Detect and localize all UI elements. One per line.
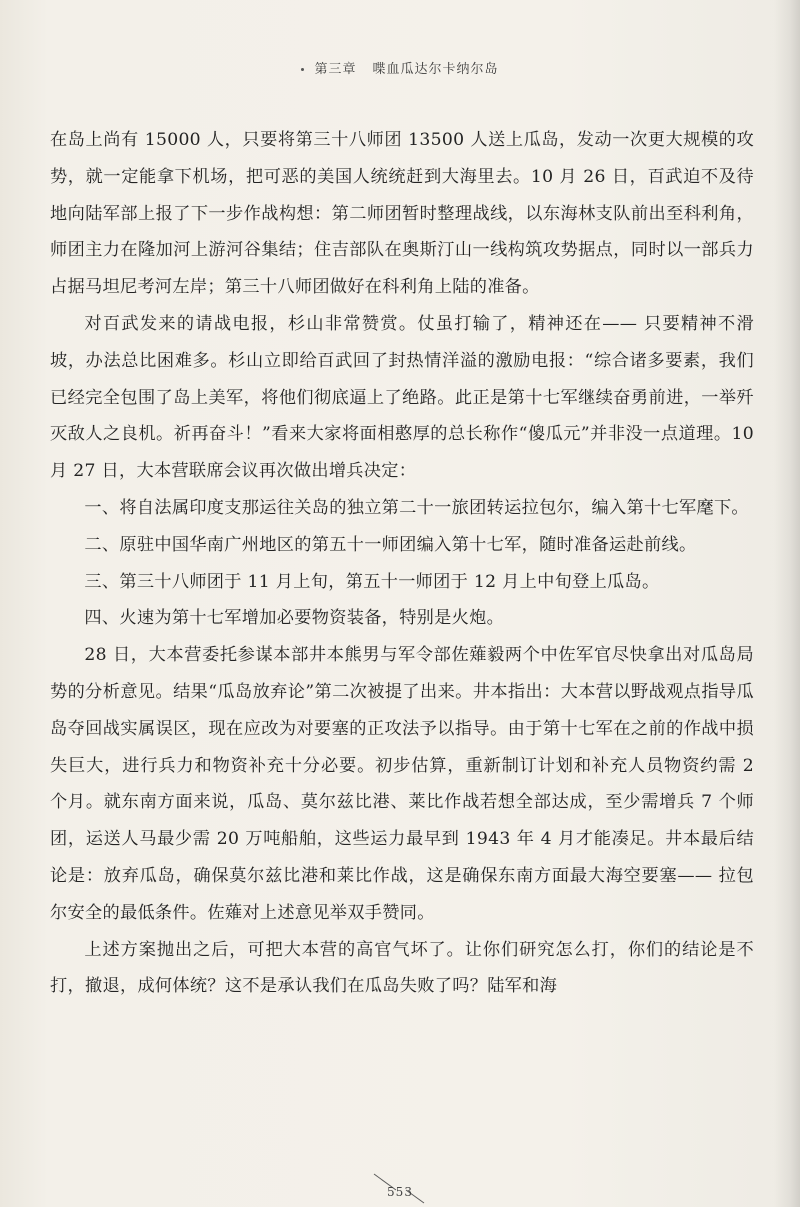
list-item: 一、将自法属印度支那运往关岛的独立第二十一旅团转运拉包尔，编入第十七军麾下。 [84, 497, 749, 518]
list-item: 四、火速为第十七军增加必要物资装备，特别是火炮。 [84, 608, 505, 629]
header-dot-ornament [301, 68, 304, 71]
list-item: 三、第三十八师团于 11 月上旬，第五十一师团于 12 月上中旬登上瓜岛。 [84, 571, 660, 592]
body-text [50, 122, 754, 1005]
chapter-title: 喋血瓜达尔卡纳尔岛 [372, 62, 499, 77]
page-number: 553 [387, 1185, 413, 1199]
paragraph: 28 日，大本营委托参谋本部井本熊男与军令部佐薙毅两个中佐军官尽快拿出对瓜岛局势的分析意见。结果“瓜岛放弃论”第二次被提了出来。井本指出：大本营以野战观点指导瓜岛夺回战实属误区，现在应改为对要塞的正攻法予以指导。由于第十七军在之前的作战中损失巨大，进行兵力和物资补充十分必要。初步估算，重新制订计划和补充人员物资约需 2 个月。就东南方面来说，瓜岛、莫尔兹比港、莱比作战若想全部达成，至少需增兵 7 个师团，运送人马最少需 20 万吨船舶，这些运力最早到 1943 年 4 月才能凑足。井本最后结论是：放弃瓜岛，确保莫尔兹比港和莱比作战，这是确保东南方面最大海空要塞—— 拉包尔安全的最低条件。佐薙对上述意见举双手赞同。 [50, 645, 754, 923]
paragraph: 在岛上尚有 15000 人，只要将第三十八师团 13500 人送上瓜岛，发动一次更大规模的攻势，就一定能拿下机场，把可恶的美国人统统赶到大海里去。10 月 26 日，百武迫不及待地向陆军部上报了下一步作战构想：第二师团暂时整理战线，以东海林支队前出至科利角，师团主力在隆加河上游河谷集结；住吉部队在奥斯汀山一线构筑攻势据点，同时以一部兵力占据马坦尼考河左岸；第三十八师团做好在科利角上陆的准备。 [50, 130, 754, 298]
list-item: 二、原驻中国华南广州地区的第五十一师团编入第十七军，随时准备运赴前线。 [84, 534, 697, 555]
binding-shadow [774, 0, 800, 1207]
page-footer [0, 1170, 800, 1207]
paragraph: 对百武发来的请战电报，杉山非常赞赏。仗虽打输了，精神还在—— 只要精神不滑坡，办法总比困难多。杉山立即给百武回了封热情洋溢的激励电报：“综合诸多要素，我们已经完全包围了岛上美军，将他们彻底逼上了绝路。此正是第十七军继续奋勇前进，一举歼灭敌人之良机。祈再奋斗！”看来大家将面相憨厚的总长称作“傻瓜元”并非没一点道理。10 月 27 日，大本营联席会议再次做出增兵决定： [50, 313, 754, 482]
paragraph: 上述方案抛出之后，可把大本营的高官气坏了。让你们研究怎么打，你们的结论是不打，撤退，成何体统？这不是承认我们在瓜岛失败了吗？陆军和海 [50, 939, 754, 997]
chapter-label: 第三章 [314, 62, 357, 77]
running-header [0, 58, 800, 77]
